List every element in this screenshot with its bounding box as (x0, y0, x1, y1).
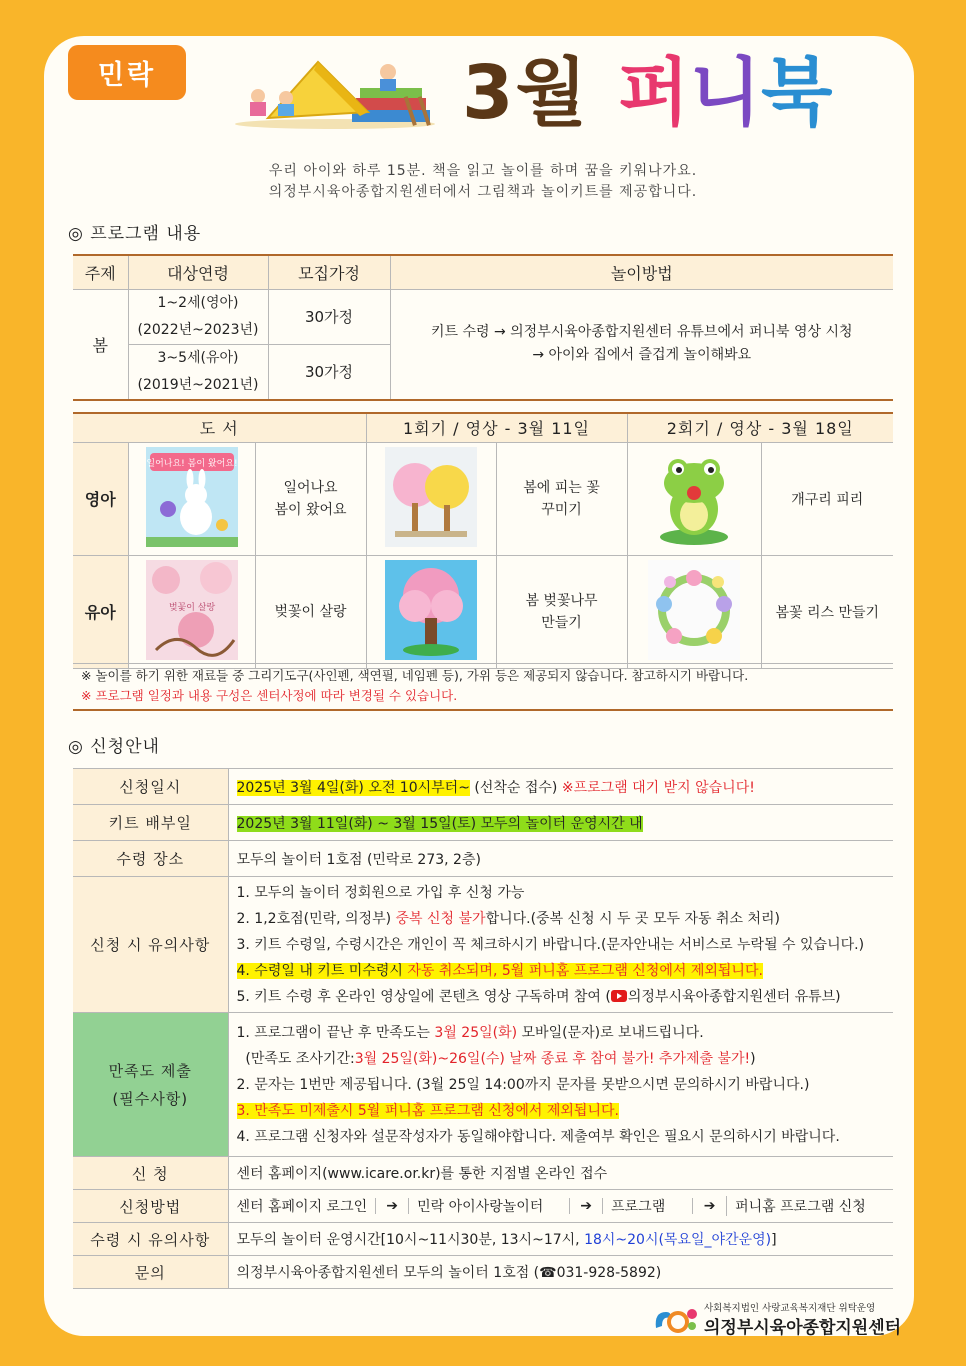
arrow-icon: ➔ (569, 1198, 603, 1214)
cover-text-infant: 일어나요! 봄이 왔어요! (145, 458, 238, 469)
program-header-count: 모집가정 (268, 255, 390, 289)
hours-a: 모두의 놀이터 운영시간[10시~11시30분, 13시~17시, (236, 1232, 585, 1248)
program-header-method: 놀이방법 (390, 255, 893, 289)
youtube-icon (611, 990, 627, 1002)
frog-pipe-image (648, 447, 740, 547)
survey-label (73, 1013, 228, 1157)
survey-1e: 3월 25일(화)~26일(수) 날짜 종료 후 참여 불가! 추가제출 불가! (354, 1050, 751, 1067)
flower-tree-craft-image (385, 447, 477, 547)
caution-2b: 중복 신청 불가 (395, 910, 486, 927)
program-method (390, 289, 893, 400)
arrow-icon: ➔ (375, 1198, 409, 1214)
caution-item-4 (237, 958, 886, 984)
book-title-toddler-line-1: 벚꽃이 살랑 (274, 603, 347, 620)
survey-item-3 (237, 1098, 886, 1124)
survey-1c: 모바일(문자)로 보내드립니다. (517, 1024, 704, 1041)
caution-label: 신청 시 유의사항 (73, 877, 228, 1013)
survey-1d: (만족도 조사기간: (236, 1050, 355, 1067)
program-age-infant (128, 289, 268, 344)
caution-4a: 4. 수령일 내 키트 미수령시 (236, 962, 408, 979)
hours-b: 18시~20시(목요일_야간운영) (584, 1232, 772, 1248)
survey-item-4: 4. 프로그램 신청자와 설문작성자가 동일해야합니다. 제출여부 확인은 필요시 문의하시기 바랍니다. (236, 1128, 840, 1145)
method-line-1: 키트 수령 → 의정부시육아종합지원센터 유튜브에서 퍼니북 영상 시청 (430, 324, 853, 340)
cover-text-toddler: 벚꽃이 살랑 (168, 602, 215, 613)
apply-date-value (228, 769, 893, 805)
book-title-infant-line-2: 봄이 왔어요 (274, 501, 347, 518)
program-table (73, 254, 893, 401)
method-line-2: → 아이와 집에서 즐겁게 놀이해봐요 (532, 347, 752, 363)
step-homepage-login: 센터 홈페이지 로그인 (236, 1199, 368, 1215)
activity-infant-1 (496, 442, 627, 555)
survey-1a: 1. 프로그램이 끝난 후 만족도는 (236, 1024, 435, 1041)
activity-infant-1-line-2: 꾸미기 (541, 501, 582, 518)
survey-list (228, 1013, 893, 1157)
apply-method-label: 신청방법 (73, 1190, 228, 1223)
program-header-topic: 주제 (73, 255, 128, 289)
title-char-3: 북 (760, 50, 833, 136)
activity-toddler-1-line-1: 봄 벚꽃나무 (525, 592, 598, 609)
survey-label-line-2: (필수사항) (112, 1089, 189, 1108)
books-notes (73, 663, 893, 711)
hours-value (228, 1223, 893, 1256)
apply-value: 센터 홈페이지(www.icare.or.kr)를 통한 지점별 온라인 접수 (228, 1157, 893, 1190)
apply-table (73, 768, 893, 1289)
hours-c: ] (771, 1232, 777, 1248)
caution-item-2 (237, 906, 886, 932)
program-topic: 봄 (73, 289, 128, 400)
title-char-2: 니 (689, 50, 761, 136)
note-schedule-change: ※ 프로그램 일정과 내용 구성은 센터사정에 따라 변경될 수 있습니다. (81, 688, 458, 703)
center-logo-icon (652, 1306, 700, 1334)
kit-date-label: 키트 배부일 (73, 805, 228, 841)
caution-5a: 5. 키트 수령 후 온라인 영상일에 콘텐츠 영상 구독하며 참여 ( (236, 988, 611, 1005)
books-table (73, 412, 893, 669)
apply-method-steps (229, 1196, 894, 1216)
apply-date-label: 신청일시 (73, 769, 228, 805)
books-header-session1: 1회기 / 영상 - 3월 11일 (366, 413, 627, 442)
apply-label: 신 청 (73, 1157, 228, 1190)
cherry-tree-craft-image (385, 560, 477, 660)
footer-org-name: 의정부시육아종합지원센터 (704, 1318, 902, 1338)
survey-1b: 3월 25일(화) (434, 1024, 518, 1041)
flower-wreath-image (648, 560, 740, 660)
intro-line-2: 의정부시육아종합지원센터에서 그림책과 놀이키트를 제공합니다. (268, 184, 698, 200)
program-count-infant: 30가정 (268, 289, 390, 344)
apply-date-note: (선착순 접수) (469, 779, 562, 796)
survey-item-1-period (237, 1046, 886, 1072)
caution-2a: 2. 1,2호점(민락, 의정부) (236, 910, 396, 927)
books-header-session2: 2회기 / 영상 - 3월 18일 (627, 413, 893, 442)
book-cover-bunny-image (146, 447, 238, 547)
arrow-icon: ➔ (692, 1198, 726, 1214)
activity-image-spring-flowers (366, 442, 496, 555)
age-infant-range: 1~2세(영아) (157, 294, 239, 311)
book-title-infant-line-1: 일어나요 (283, 479, 338, 496)
survey-item-2: 2. 문자는 1번만 제공됩니다. (3월 25일 14:00까지 문자를 못받으시면 문의하시기 바랍니다.) (236, 1076, 810, 1093)
survey-item-1 (237, 1020, 886, 1046)
title-month: 3월 (462, 50, 589, 136)
note-materials: ※ 놀이를 하기 위한 재료들 중 그리기도구(사인펜, 색연필, 네임펜 등), 가위 등은 제공되지 않습니다. 참고하시기 바랍니다. (81, 668, 749, 683)
caution-item-3: 3. 키트 수령일, 수령시간은 개인이 꼭 체크하시기 바랍니다.(문자안내는 서비스로 누락될 수 있습니다.) (236, 936, 865, 953)
age-toddler-range: 3~5세(유아) (157, 349, 239, 366)
activity-infant-2: 개구리 피리 (761, 442, 893, 555)
kit-date-highlight: 2025년 3월 11일(화) ~ 3월 15일(토) 모두의 놀이터 운영시간 내 (236, 815, 643, 832)
activity-image-frog (627, 442, 761, 555)
activity-infant-1-line-1: 봄에 피는 꽃 (523, 479, 600, 496)
pickup-place-value: 모두의 놀이터 1호점 (민락로 273, 2층) (228, 841, 893, 877)
title-funny-book (618, 48, 832, 138)
caution-5b: 의정부시육아종합지원센터 유튜브) (627, 988, 841, 1005)
program-count-toddler: 30가정 (268, 344, 390, 400)
level-infant: 영아 (73, 442, 128, 555)
caution-item-5 (237, 984, 886, 1010)
activity-toddler-2: 봄꽃 리스 만들기 (761, 555, 893, 668)
step-program: 프로그램 (611, 1199, 666, 1215)
books-header-books: 도 서 (73, 413, 366, 442)
caution-item-1: 1. 모두의 놀이터 정회원으로 가입 후 신청 가능 (236, 884, 525, 901)
activity-toddler-1-line-2: 만들기 (541, 614, 582, 631)
caution-2c: 합니다.(중복 신청 시 두 곳 모두 자동 취소 처리) (485, 910, 780, 927)
book-title-infant (255, 442, 366, 555)
caution-4b: 자동 취소되며, 5월 퍼니홈 프로그램 신청에서 제외됩니다. (407, 962, 763, 979)
level-toddler: 유아 (73, 555, 128, 668)
apply-section-title: ◎ 신청안내 (68, 737, 160, 757)
program-header-age: 대상연령 (128, 255, 268, 289)
age-infant-years: (2022년~2023년) (137, 321, 259, 338)
apply-method-flow (228, 1190, 893, 1223)
intro-line-1: 우리 아이와 하루 15분. 책을 읽고 놀이를 하며 꿈을 키워나가요. (268, 163, 698, 179)
children-reading-illustration (228, 52, 442, 130)
book-cover-cherry-blossom-image (146, 560, 238, 660)
survey-label-line-1: 만족도 제출 (108, 1061, 192, 1080)
apply-date-warning: ※프로그램 대기 받지 않습니다! (561, 779, 755, 796)
age-toddler-years: (2019년~2021년) (137, 376, 259, 393)
kit-date-value (228, 805, 893, 841)
footer-org-small: 사회복지법인 사랑교육복지재단 위탁운영 (704, 1303, 876, 1314)
survey-3: 3. 만족도 미제출시 5월 퍼니홈 프로그램 신청에서 제외됩니다. (236, 1102, 619, 1119)
caution-list (228, 877, 893, 1013)
book-title-toddler (255, 555, 366, 668)
contact-value: 의정부시육아종합지원센터 모두의 놀이터 1호점 (☎031-928-5892) (228, 1256, 893, 1289)
book-cover-infant (128, 442, 255, 555)
contact-label: 문의 (73, 1256, 228, 1289)
hours-label: 수령 시 유의사항 (73, 1223, 228, 1256)
program-section-title: ◎ 프로그램 내용 (68, 224, 202, 244)
title-char-1: 퍼 (618, 50, 690, 136)
branch-badge: 민락 (68, 45, 186, 100)
program-age-toddler (128, 344, 268, 400)
survey-1f: ) (750, 1050, 756, 1067)
step-minrak-playground: 민락 아이사랑놀이터 (417, 1199, 544, 1215)
activity-image-wreath (627, 555, 761, 668)
step-funnyhome-apply: 퍼니홈 프로그램 신청 (726, 1196, 874, 1216)
activity-toddler-1 (496, 555, 627, 668)
book-cover-toddler (128, 555, 255, 668)
pickup-place-label: 수령 장소 (73, 841, 228, 877)
apply-date-highlight: 2025년 3월 4일(화) 오전 10시부터~ (236, 779, 470, 796)
activity-image-cherry-tree (366, 555, 496, 668)
